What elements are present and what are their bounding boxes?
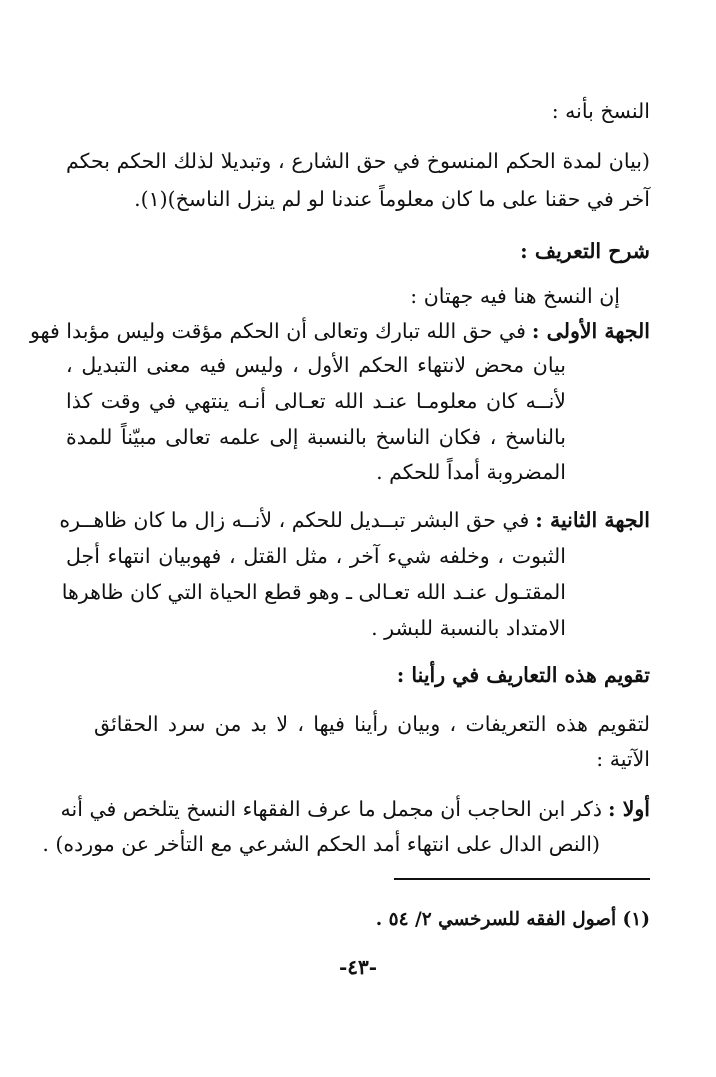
paragraph-text: ذكر ابن الحاجب أن مجمل ما عرف الفقهاء النسخ يتلخص في أنه [60, 797, 602, 821]
definition-text: في حق البشر تبــديل للحكم ، لأنــه زال ما كان ظاهــره [59, 508, 530, 532]
definition-line [59, 505, 650, 535]
paragraph-line: النسخ بأنه : [551, 99, 650, 123]
list-marker: أولا : [608, 797, 650, 821]
footnote: (١) أصول الفقه للسرخسي ٢/ ٥٤ . [375, 909, 650, 930]
section-heading: شرح التعريف : [520, 239, 650, 263]
definition-line: المضروبة أمداً للحكم . [376, 460, 566, 484]
definition-term: الجهة الأولى : [531, 319, 650, 343]
paragraph-line: إن النسخ هنا فيه جهتان : [410, 284, 620, 308]
section-heading: تقويم هذه التعاريف في رأينا : [396, 663, 650, 687]
paragraph-line: (النص الدال على انتهاء أمد الحكم الشرعي مع التأخر عن مورده) . [42, 832, 600, 856]
definition-line: المقتـول عنـد الله تعـالى ـ وهو قطع الحياة التي كان ظاهرها [61, 580, 566, 604]
paragraph-line: (بيان لمدة الحكم المنسوخ في حق الشارع ، وتبديلا لذلك الحكم بحكم [66, 149, 650, 173]
definition-line: الامتداد بالنسبة للبشر . [371, 616, 566, 640]
paragraph-line: لتقويم هذه التعريفات ، وبيان رأينا فيها ، لا بد من سرد الحقائق [94, 712, 650, 736]
footnote-divider [394, 878, 650, 880]
definition-line: بيان محض لانتهاء الحكم الأول ، وليس فيه معنى التبديل ، [66, 353, 566, 377]
definition-line: بالناسخ ، فكان الناسخ بالنسبة إلى علمه تعالى مبيّناً للمدة [66, 425, 566, 449]
definition-line [29, 316, 650, 346]
definition-line: لأنــه كان معلومـا عنـد الله تعـالى أنـه ينتهي في وقت كذا [66, 389, 566, 413]
definition-line: الثبوت ، وخلفه شيء آخر ، مثل القتل ، فهوبيان انتهاء أجل [66, 544, 566, 568]
definition-text: في حق الله تبارك وتعالى أن الحكم مؤقت وليس مؤبدا فهو [29, 319, 526, 343]
paragraph-line: آخر في حقنا على ما كان معلوماً عندنا لو لم ينزل الناسخ)(١). [134, 187, 650, 211]
paragraph-line [60, 794, 650, 824]
paragraph-line: الآتية : [596, 747, 650, 771]
definition-term: الجهة الثانية : [535, 508, 650, 532]
page-number: -٤٣- [338, 955, 378, 979]
